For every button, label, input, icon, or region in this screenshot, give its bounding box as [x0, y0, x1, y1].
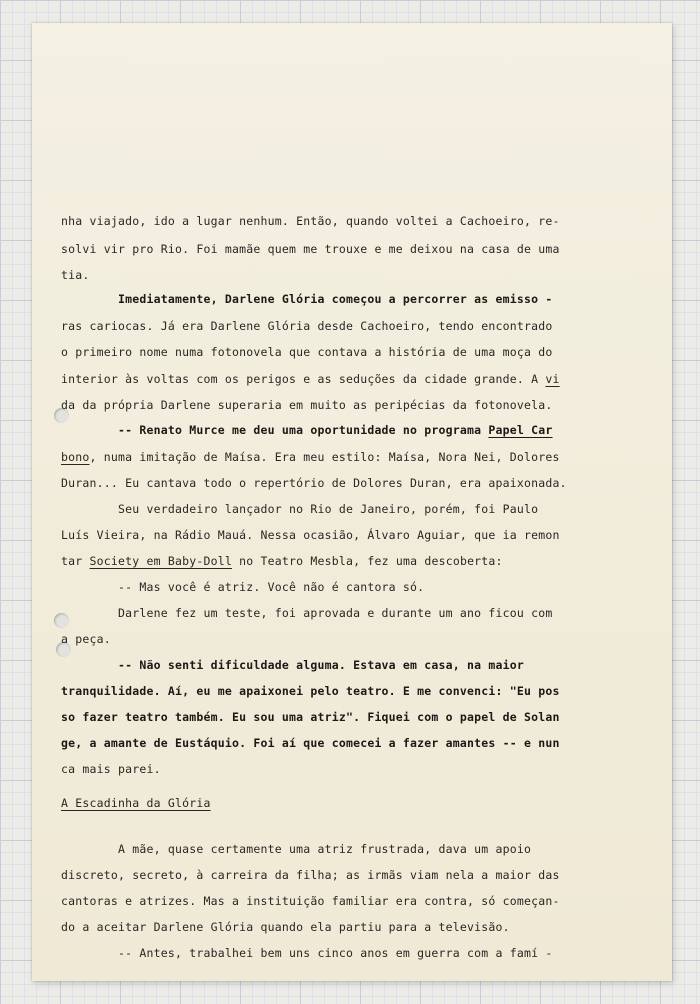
text-line	[61, 398, 700, 412]
text-line	[61, 580, 700, 594]
underlined-text: A Escadinha da Glória	[61, 796, 211, 810]
text-line	[61, 736, 700, 750]
text-run: tar	[61, 554, 90, 568]
text-line	[61, 710, 700, 724]
text-line	[61, 502, 700, 516]
text-run: , numa imitação de Maísa. Era meu estilo: Maísa, Nora Nei, Dolores	[89, 450, 560, 464]
text-run: Seu verdadeiro lançador no Rio de Janeiro, porém, foi Paulo	[61, 502, 539, 516]
text-run: ras cariocas. Já era Darlene Glória desde Cachoeiro, tendo encontrado	[61, 319, 553, 333]
text-run: cantoras e atrizes. Mas a instituição familiar era contra, só começan-	[61, 894, 560, 908]
text-run: da da própria Darlene superaria em muito as peripécias da fotonovela.	[61, 398, 553, 412]
text-run: -- Renato Murce me deu uma oportunidade no programa	[61, 423, 489, 437]
text-run: tranquilidade. Aí, eu me apaixonei pelo teatro. E me convenci: "Eu pos	[61, 684, 560, 698]
text-run: Imediatamente, Darlene Glória começou a percorrer as emisso -	[61, 292, 553, 306]
section-heading	[61, 796, 700, 810]
text-run: nha viajado, ido a lugar nenhum. Então, quando voltei a Cachoeiro, re-	[61, 214, 560, 228]
text-run: -- Não senti dificuldade alguma. Estava em casa, na maior	[61, 658, 525, 672]
text-line	[61, 242, 700, 256]
text-line	[61, 920, 700, 934]
text-line	[61, 423, 700, 437]
text-run: -- Mas você é atriz. Você não é cantora só.	[61, 580, 425, 594]
underlined-text: Society em Baby-Doll	[89, 554, 232, 568]
text-run: a peça.	[61, 632, 111, 646]
text-run: do a aceitar Darlene Glória quando ela partiu para a televisão.	[61, 920, 510, 934]
text-line	[61, 684, 700, 698]
text-line	[61, 842, 700, 856]
underlined-text: vi	[545, 372, 560, 386]
text-run: tia.	[61, 268, 90, 282]
text-run: so fazer teatro também. Eu sou uma atriz". Fiquei com o papel de Solan	[61, 710, 560, 724]
text-run: Luís Vieira, na Rádio Mauá. Nessa ocasião, Álvaro Aguiar, que ia remon	[61, 528, 560, 542]
text-line	[61, 606, 700, 620]
text-line	[61, 214, 700, 228]
text-line	[61, 292, 700, 306]
text-line	[61, 894, 700, 908]
text-run: o primeiro nome numa fotonovela que contava a história de uma moça do	[61, 345, 553, 359]
text-run: no Teatro Mesbla, fez uma descoberta:	[231, 554, 503, 568]
text-run: discreto, secreto, à carreira da filha; as irmãs viam nela a maior das	[61, 868, 560, 882]
text-line	[61, 319, 700, 333]
text-run: ca mais parei.	[61, 762, 161, 776]
text-line	[61, 658, 700, 672]
text-line	[61, 372, 700, 386]
text-line	[61, 632, 700, 646]
text-line	[61, 762, 700, 776]
text-run: -- Antes, trabalhei bem uns cinco anos em guerra com a famí -	[61, 946, 553, 960]
text-run: interior às voltas com os perigos e as seduções da cidade grande. A	[61, 372, 546, 386]
text-line	[61, 345, 700, 359]
text-run: solvi vir pro Rio. Foi mamãe quem me trouxe e me deixou na casa de uma	[61, 242, 560, 256]
typewritten-page	[32, 23, 672, 981]
text-line	[61, 868, 700, 882]
text-line	[61, 450, 700, 464]
underlined-text: bono	[61, 450, 90, 464]
text-line	[61, 268, 700, 282]
text-line	[61, 476, 700, 490]
text-run: Duran... Eu cantava todo o repertório de Dolores Duran, era apaixonada.	[61, 476, 567, 490]
text-line	[61, 528, 700, 542]
text-run: ge, a amante de Eustáquio. Foi aí que comecei a fazer amantes -- e nun	[61, 736, 560, 750]
text-run: A mãe, quase certamente uma atriz frustrada, dava um apoio	[61, 842, 532, 856]
text-line	[61, 946, 700, 960]
text-line	[61, 554, 700, 568]
underlined-text: Papel Car	[488, 423, 553, 437]
text-run: Darlene fez um teste, foi aprovada e durante um ano ficou com	[61, 606, 553, 620]
